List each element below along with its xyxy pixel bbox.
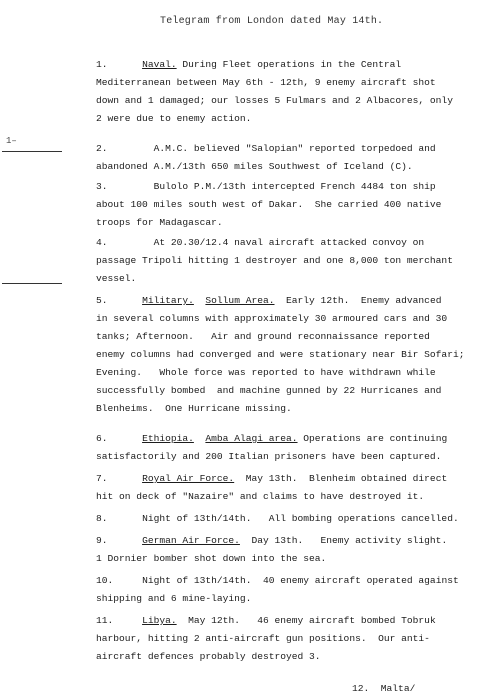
- paragraph-number: 11.: [96, 615, 114, 626]
- paragraph-4-line-1: 4. At 20.30/12.4 naval aircraft attacked convoy on: [96, 237, 425, 248]
- paragraph-10-line-2: shipping and 6 mine-laying.: [96, 593, 252, 604]
- page-title: Telegram from London dated May 14th.: [160, 16, 384, 27]
- section-heading: Royal Air Force.: [142, 473, 235, 484]
- paragraph-6-line-1: 6. Ethiopia. Amba Alagi area. Operations are continuing: [96, 433, 448, 444]
- paragraph-number: 8.: [96, 513, 108, 524]
- section-heading: Libya.: [142, 615, 177, 626]
- paragraph-6-line-2: satisfactorily and 200 Italian prisoners have been captured.: [96, 451, 442, 462]
- paragraph-number: 10.: [96, 575, 114, 586]
- section-subheading: Sollum Area.: [205, 295, 275, 306]
- paragraph-7-line-1: 7. Royal Air Force. May 13th. Blenheim obtained direct: [96, 473, 448, 484]
- paragraph-5-line-5: Evening. Whole force was reported to have withdrawn while: [96, 367, 436, 378]
- section-heading: Ethiopia.: [142, 433, 194, 444]
- paragraph-11-line-3: aircraft defences probably destroyed 3.: [96, 651, 321, 662]
- paragraph-5-line-4: enemy columns had converged and were stationary near Bir Sofari;: [96, 349, 465, 360]
- paragraph-2-line-2: abandoned A.M./13th 650 miles Southwest of Iceland (C).: [96, 161, 413, 172]
- paragraph-number: 1.: [96, 59, 108, 70]
- paragraph-5-line-7: Blenheims. One Hurricane missing.: [96, 403, 292, 414]
- margin-note: 1–: [6, 136, 17, 146]
- paragraph-9-line-2: 1 Dornier bomber shot down into the sea.: [96, 553, 327, 564]
- section-subheading: Amba Alagi area.: [205, 433, 298, 444]
- paragraph-11-line-2: harbour, hitting 2 anti-aircraft gun positions. Our anti-: [96, 633, 430, 644]
- section-heading: Naval.: [142, 59, 177, 70]
- continuation-catchword: 12. Malta/: [352, 683, 416, 694]
- paragraph-4-line-3: vessel.: [96, 273, 137, 284]
- paragraph-5-line-2: in several columns with approximately 30 armoured cars and 30: [96, 313, 448, 324]
- paragraph-number: 9.: [96, 535, 108, 546]
- paragraph-7-line-2: hit on deck of "Nazaire" and claims to have destroyed it.: [96, 491, 425, 502]
- paragraph-number: 6.: [96, 433, 108, 444]
- paragraph-9-line-1: 9. German Air Force. Day 13th. Enemy activity slight.: [96, 535, 448, 546]
- paragraph-5-line-3: tanks; Afternoon. Air and ground reconnaissance reported: [96, 331, 430, 342]
- paragraph-2-line-1: 2. A.M.C. believed "Salopian" reported torpedoed and: [96, 143, 436, 154]
- margin-rule: [2, 283, 62, 284]
- paragraph-10-line-1: 10. Night of 13th/14th. 40 enemy aircraft operated against: [96, 575, 459, 586]
- paragraph-11-line-1: 11. Libya. May 12th. 46 enemy aircraft bombed Tobruk: [96, 615, 436, 626]
- paragraph-1-line-3: down and 1 damaged; our losses 5 Fulmars and 2 Albacores, only: [96, 95, 453, 106]
- paragraph-4-line-2: passage Tripoli hitting 1 destroyer and one 8,000 ton merchant: [96, 255, 453, 266]
- section-heading: Military.: [142, 295, 194, 306]
- paragraph-number: 4.: [96, 237, 108, 248]
- paragraph-1-line-2: Mediterranean between May 6th - 12th, 9 enemy aircraft shot: [96, 77, 436, 88]
- paragraph-3-line-2: about 100 miles south west of Dakar. She carried 400 native: [96, 199, 442, 210]
- margin-rule: [2, 151, 62, 152]
- section-heading: German Air Force.: [142, 535, 240, 546]
- paragraph-1-line-4: 2 were due to enemy action.: [96, 113, 252, 124]
- paragraph-number: 7.: [96, 473, 108, 484]
- paragraph-5-line-1: 5. Military. Sollum Area. Early 12th. Enemy advanced: [96, 295, 442, 306]
- paragraph-number: 2.: [96, 143, 108, 154]
- paragraph-1-line-1: 1. Naval. During Fleet operations in the Central: [96, 59, 402, 70]
- paragraph-5-line-6: successfully bombed and machine gunned by 22 Hurricanes and: [96, 385, 442, 396]
- paragraph-3-line-3: troops for Madagascar.: [96, 217, 223, 228]
- paragraph-8-line-1: 8. Night of 13th/14th. All bombing operations cancelled.: [96, 513, 459, 524]
- paragraph-3-line-1: 3. Bulolo P.M./13th intercepted French 4484 ton ship: [96, 181, 436, 192]
- paragraph-number: 5.: [96, 295, 108, 306]
- paragraph-number: 3.: [96, 181, 108, 192]
